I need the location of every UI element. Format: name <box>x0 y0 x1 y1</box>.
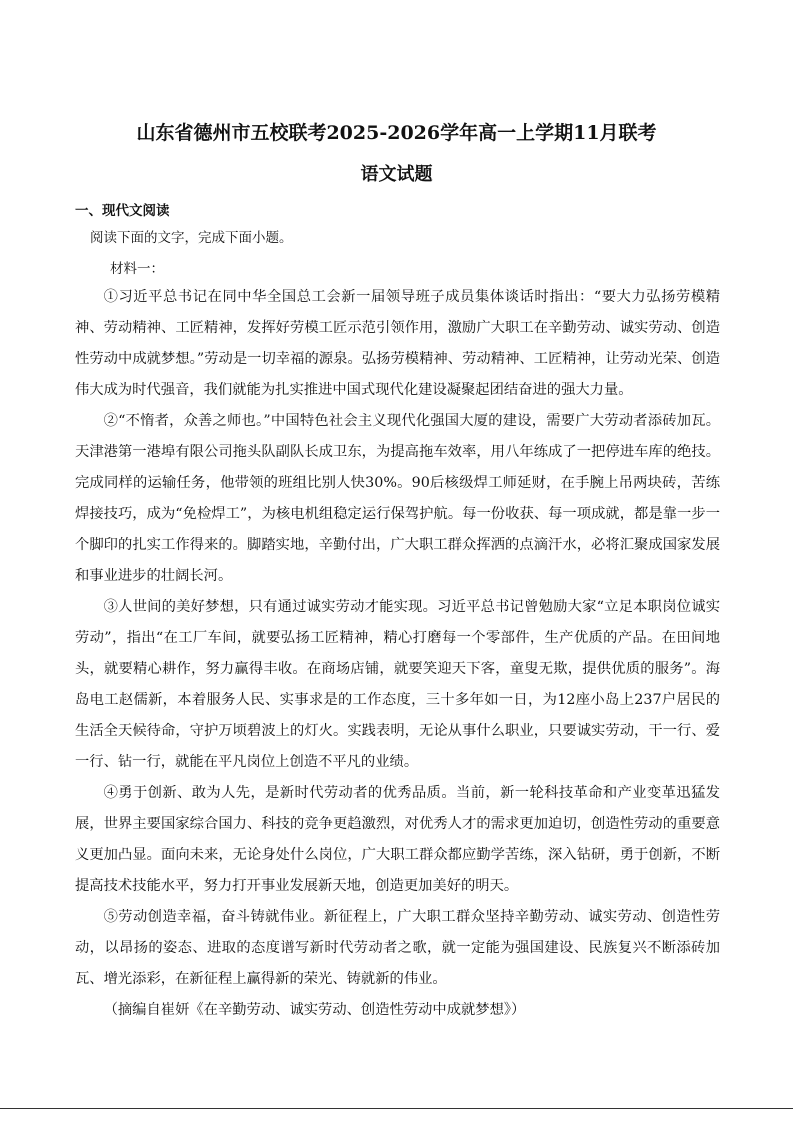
material-label: 材料一： <box>110 261 164 277</box>
page-bottom-rule <box>0 1108 793 1109</box>
paragraph-5: ⑤劳动创造幸福，奋斗铸就伟业。新征程上，广大职工群众坚持辛勤劳动、诚实劳动、创造性劳动，以昂扬的姿态、进取的态度谱写新时代劳动者之歌，就一定能为强国建设、民族复兴不断添砖加瓦、增光添彩，在新征程上赢得新的荣光、铸就新的伟业。 <box>75 909 720 987</box>
section-heading: 一、现代文阅读 <box>75 203 170 219</box>
paragraph-4: ④勇于创新、敢为人先，是新时代劳动者的优秀品质。当前，新一轮科技革命和产业变革迅猛发展，世界主要国家综合国力、科技的竞争更趋激烈，对优秀人才的需求更加迫切，创造性劳动的重要意义更加凸显。面向未来，无论身处什么岗位，广大职工群众都应勤学苦练，深入钻研，勇于创新，不断提高技术技能水平，努力打开事业发展新天地，创造更加美好的明天。 <box>75 785 720 894</box>
reading-instruction: 阅读下面的文字，完成下面小题。 <box>90 230 293 246</box>
document-title: 山东省德州市五校联考2025-2026学年高一上学期11月联考 <box>136 122 657 144</box>
citation: （摘编自崔妍《在辛勤劳动、诚实劳动、创造性劳动中成就梦想》） <box>103 1002 526 1018</box>
paragraph-1: ①习近平总书记在同中华全国总工会新一届领导班子成员集体谈话时指出：“要大力弘扬劳模精神、劳动精神、工匠精神，发挥好劳模工匠示范引领作用，激励广大职工在辛勤劳动、诚实劳动、创造性劳动中成就梦想。”劳动是一切幸福的源泉。弘扬劳模精神、劳动精神、工匠精神，让劳动光荣、创造伟大成为时代强音，我们就能为扎实推进中国式现代化建设凝聚起团结奋进的强大力量。 <box>75 289 720 398</box>
paragraph-3: ③人世间的美好梦想，只有通过诚实劳动才能实现。习近平总书记曾勉励大家“立足本职岗位诚实劳动”，指出“在工厂车间，就要弘扬工匠精神，精心打磨每一个零部件，生产优质的产品。在田间地头，就要精心耕作，努力赢得丰收。在商场店铺，就要笑迎天下客，童叟无欺，提供优质的服务”。海岛电工赵儒新，本着服务人民、实事求是的工作态度，三十多年如一日，为12座小岛上237户居民的生活全天候待命，守护万顷碧波上的灯火。实践表明，无论从事什么职业，只要诚实劳动，干一行、爱一行、钻一行，就能在平凡岗位上创造不平凡的业绩。 <box>75 599 720 770</box>
document-subtitle: 语文试题 <box>360 164 433 185</box>
article-body <box>75 282 720 1026</box>
paragraph-2: ②“不惰者，众善之师也。”中国特色社会主义现代化强国大厦的建设，需要广大劳动者添砖加瓦。天津港第一港埠有限公司拖头队副队长成卫东，为提高拖车效率，用八年练成了一把停进车库的绝技。完成同样的运输任务，他带领的班组比别人快30%。90后核级焊工师延财，在手腕上吊两块砖，苦练焊接技巧，成为“免检焊工”，为核电机组稳定运行保驾护航。每一份收获、每一项成就，都是靠一步一个脚印的扎实工作得来的。脚踏实地，辛勤付出，广大职工群众挥洒的点滴汗水，必将汇聚成国家发展和事业进步的壮阔长河。 <box>75 413 720 584</box>
